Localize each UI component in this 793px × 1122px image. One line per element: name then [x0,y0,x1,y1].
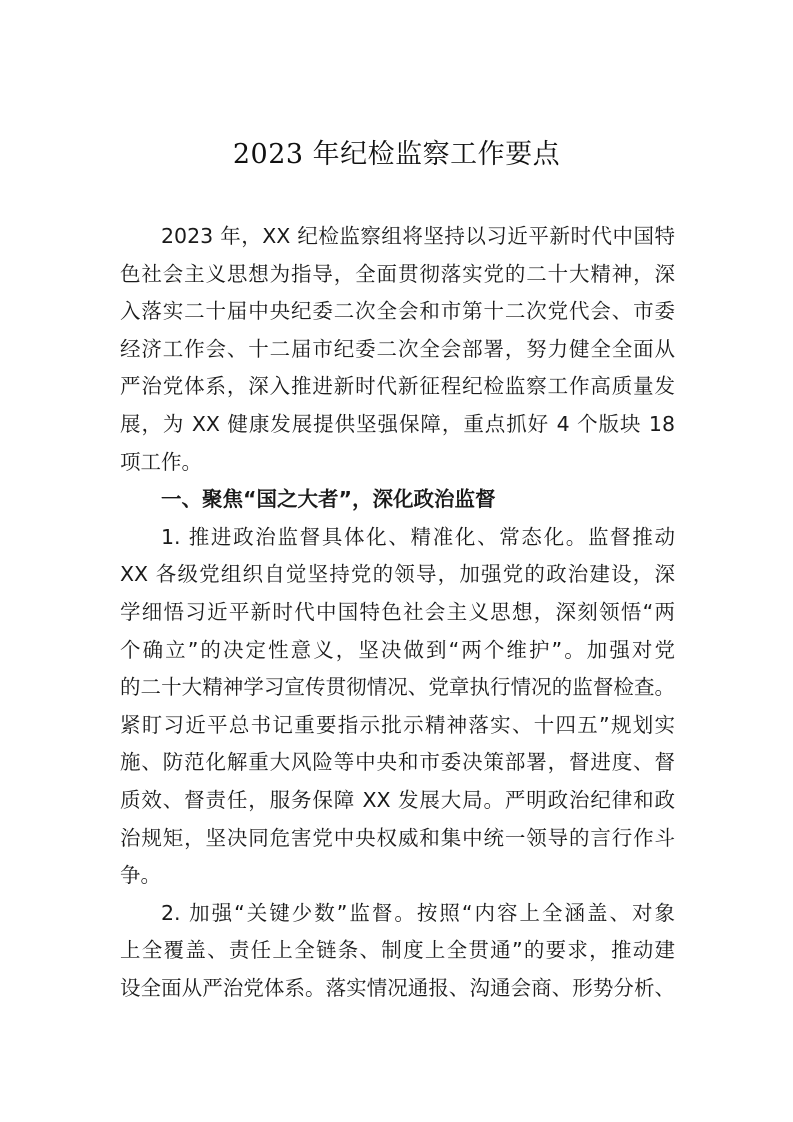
text-line: 治规矩，坚决同危害党中央权威和集中统一领导的言行作斗 [120,825,675,850]
text-line: 质效、督责任，服务保障 XX 发展大局。严明政治纪律和政 [120,787,675,812]
document-title: 2023 年纪检监察工作要点 [232,139,561,170]
document-body [120,218,675,1007]
text-line: 2. 加强“关键少数”监督。按照“内容上全涵盖、对象 [161,900,675,925]
section-heading: 一、聚焦“国之大者”，深化政治监督 [161,487,496,512]
text-line: 严治党体系，深入推进新时代新征程纪检监察工作高质量发 [120,374,675,399]
text-line: 色社会主义思想为指导，全面贯彻落实党的二十大精神，深 [120,261,675,286]
text-line: 争。 [120,863,161,888]
text-line: 经济工作会、十二届市纪委二次全会部署，努力健全全面从 [120,336,675,361]
text-line: 设全面从严治党体系。落实情况通报、沟通会商、形势分析、 [120,975,675,1000]
text-line: 个确立”的决定性意义，坚决做到“两个维护”。加强对党 [120,637,675,662]
text-line: 施、防范化解重大风险等中央和市委决策部署，督进度、督 [120,750,675,775]
text-line: XX 各级党组织自觉坚持党的领导，加强党的政治建设，深 [120,562,675,587]
text-line: 1. 推进政治监督具体化、精准化、常态化。监督推动 [161,524,675,549]
text-line: 项工作。 [120,449,202,474]
text-line: 入落实二十届中央纪委二次全会和市第十二次党代会、市委 [120,299,675,324]
text-line: 上全覆盖、责任上全链条、制度上全贯通”的要求，推动建 [120,938,675,963]
text-line: 紧盯习近平总书记重要指示批示精神落实、十四五”规划实 [120,712,675,737]
text-line: 学细悟习近平新时代中国特色社会主义思想，深刻领悟“两 [120,599,675,624]
text-line: 展，为 XX 健康发展提供坚强保障，重点抓好 4 个版块 18 [120,411,675,436]
text-line: 的二十大精神学习宣传贯彻情况、党章执行情况的监督检查。 [120,675,675,700]
text-line: 2023 年，XX 纪检监察组将坚持以习近平新时代中国特 [161,224,675,248]
